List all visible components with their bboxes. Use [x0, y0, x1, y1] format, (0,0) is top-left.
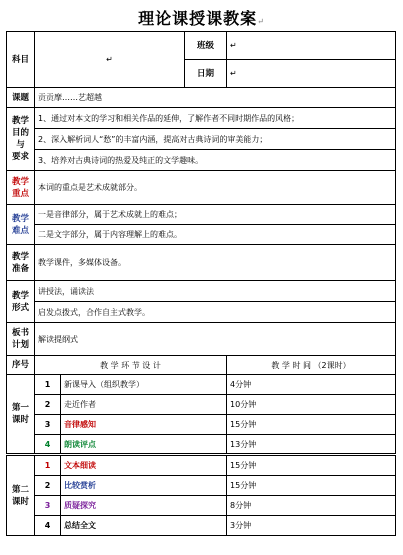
subject-value: ↵ — [35, 32, 185, 88]
step-name: 文本细读 — [61, 455, 227, 476]
subject-label: 科目 — [7, 32, 35, 88]
form-item: 讲授法，诵读法 — [35, 281, 396, 302]
step-time: 13分钟 — [227, 435, 396, 455]
step-number: 2 — [35, 395, 61, 415]
page-title-text: 理论课授课教案 — [138, 9, 258, 28]
goal-item: 3、培养对古典诗词的热爱及纯正的文学趣味。 — [35, 150, 396, 171]
prep-value: 教学课件，多媒体设备。 — [35, 245, 396, 281]
step-number: 3 — [35, 415, 61, 435]
form-label — [7, 281, 35, 323]
difficulty-item: 二是文字部分，属于内容理解上的难点。 — [35, 225, 396, 245]
prep-label-line: 教学 — [11, 251, 29, 262]
key-points-label-line: 教学 — [11, 176, 29, 187]
step-name: 音律感知 — [61, 415, 227, 435]
difficulties-label-line: 教学 — [11, 213, 29, 224]
goal-item: 1、通过对本文的学习和相关作品的延伸，了解作者不同时期作品的风格； — [35, 108, 396, 129]
step-number: 1 — [35, 455, 61, 476]
step-number: 4 — [35, 516, 61, 536]
step-name: 比较赏析 — [61, 476, 227, 496]
period1-label-line: 课时 — [11, 415, 29, 425]
step-time: 15分钟 — [227, 476, 396, 496]
form-label-line: 形式 — [11, 302, 29, 313]
goals-label-line: 与 — [16, 140, 25, 150]
key-points-label — [7, 171, 35, 205]
steps-header: 教 学 环 节 设 计 — [35, 356, 227, 375]
board-label-line: 板书 — [11, 328, 29, 338]
class-label: 班级 — [185, 32, 227, 60]
period2-label-line: 课时 — [11, 496, 29, 507]
prep-label-line: 准备 — [11, 263, 29, 274]
time-header: 教 学 时 间 （2课时） — [227, 356, 396, 375]
step-name: 总结全文 — [61, 516, 227, 536]
goals-label-line: 教学 — [11, 116, 29, 126]
form-item: 启发点拨式，合作自主式教学。 — [35, 302, 396, 323]
step-name: 朗读评点 — [61, 435, 227, 455]
difficulties-label-line: 难点 — [11, 225, 29, 236]
form-label-line: 教学 — [11, 290, 29, 301]
difficulties-label — [7, 205, 35, 245]
period1-label-line: 第一 — [11, 403, 29, 413]
step-name: 新课导入（组织教学） — [61, 375, 227, 395]
lesson-plan-table — [6, 31, 396, 536]
period2-label-line: 第二 — [11, 484, 29, 495]
step-time: 15分钟 — [227, 455, 396, 476]
step-time: 15分钟 — [227, 415, 396, 435]
difficulty-item: 一是音律部分，属于艺术成就上的难点； — [35, 205, 396, 225]
step-name: 走近作者 — [61, 395, 227, 415]
board-value: 解读提纲式 — [35, 323, 396, 356]
key-points-value: 本词的重点是艺术成就部分。 — [35, 171, 396, 205]
paragraph-mark: ↵ — [257, 17, 265, 26]
period1-label — [7, 375, 35, 455]
step-number: 3 — [35, 496, 61, 516]
step-number: 2 — [35, 476, 61, 496]
board-label — [7, 323, 35, 356]
step-name: 质疑探究 — [61, 496, 227, 516]
prep-label — [7, 245, 35, 281]
date-label: 日期 — [185, 60, 227, 88]
step-time: 4分钟 — [227, 375, 396, 395]
step-number: 4 — [35, 435, 61, 455]
topic-value: 贡贡摩……艺超越 — [35, 88, 396, 108]
board-label-line: 计划 — [11, 340, 29, 350]
class-value: ↵ — [227, 32, 396, 60]
goals-label-line: 要求 — [11, 152, 29, 162]
step-time: 8分钟 — [227, 496, 396, 516]
step-number: 1 — [35, 375, 61, 395]
topic-label: 课题 — [7, 88, 35, 108]
seq-header: 序号 — [7, 356, 35, 375]
goal-item: 2、深入解析词人“愁”的丰富内涵，提高对古典诗词的审美能力； — [35, 129, 396, 150]
step-time: 10分钟 — [227, 395, 396, 415]
goals-label-line: 目的 — [11, 128, 29, 138]
step-time: 3分钟 — [227, 516, 396, 536]
date-value: ↵ — [227, 60, 396, 88]
period2-label — [7, 455, 35, 536]
goals-label — [7, 108, 35, 171]
key-points-label-line: 重点 — [11, 188, 29, 199]
page-title — [0, 6, 403, 29]
